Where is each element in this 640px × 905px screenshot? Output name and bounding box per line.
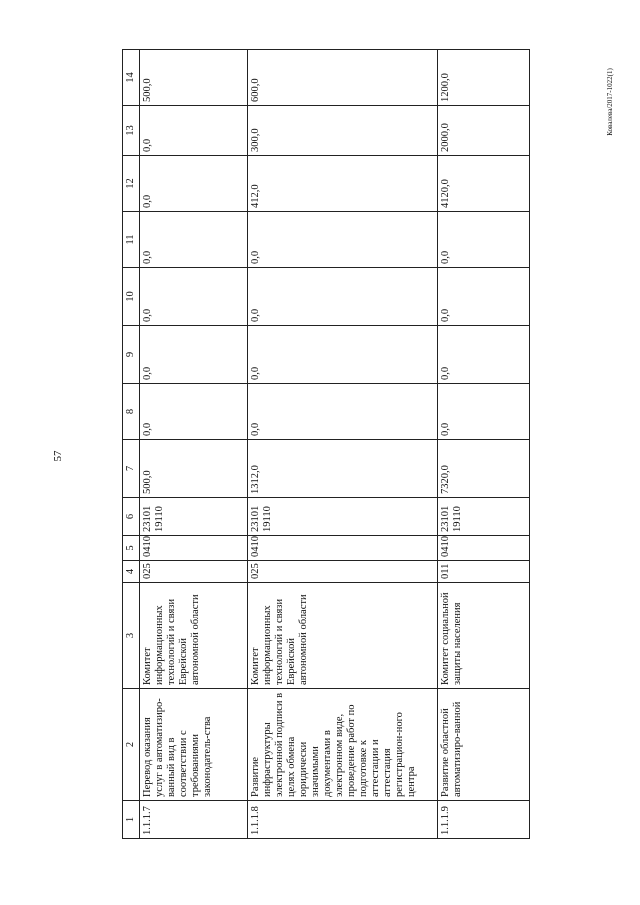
column-header: 7 [123, 440, 140, 498]
cell-c5: 0410 [248, 536, 438, 561]
cell-c13: 0,0 [140, 106, 248, 156]
cell-c4: 025 [248, 561, 438, 583]
cell-c9: 0,0 [248, 326, 438, 384]
cell-c12: 412,0 [248, 156, 438, 212]
cell-c5: 0410 [438, 536, 530, 561]
item-number: 1.1.1.8 [248, 801, 438, 839]
cell-c4: 025 [140, 561, 248, 583]
cell-c6: 23101 19110 [438, 498, 530, 536]
table-row [248, 50, 438, 839]
cell-c7: 1312,0 [248, 440, 438, 498]
activity-name: Развитие областной автоматизиро-ванной [438, 689, 530, 801]
cell-c8: 0,0 [140, 384, 248, 440]
cell-c8: 0,0 [248, 384, 438, 440]
budget-table [122, 49, 530, 839]
cell-c10: 0,0 [438, 268, 530, 326]
column-header: 5 [123, 536, 140, 561]
cell-c6: 23101 19110 [248, 498, 438, 536]
column-header: 9 [123, 326, 140, 384]
item-number: 1.1.1.9 [438, 801, 530, 839]
cell-c9: 0,0 [140, 326, 248, 384]
executor: Комитет социальной защиты населения [438, 583, 530, 689]
cell-c12: 4120,0 [438, 156, 530, 212]
cell-c4: 011 [438, 561, 530, 583]
cell-c11: 0,0 [140, 212, 248, 268]
page-number: 57 [52, 450, 64, 462]
cell-c7: 7320,0 [438, 440, 530, 498]
column-header: 4 [123, 561, 140, 583]
cell-c6: 23101 19110 [140, 498, 248, 536]
cell-c13: 2000,0 [438, 106, 530, 156]
cell-c11: 0,0 [248, 212, 438, 268]
document-code: Ковалева/2017-1022(1) [606, 68, 614, 136]
column-header: 1 [123, 801, 140, 839]
column-header: 8 [123, 384, 140, 440]
column-header: 14 [123, 50, 140, 106]
cell-c8: 0,0 [438, 384, 530, 440]
column-header: 2 [123, 689, 140, 801]
cell-c9: 0,0 [438, 326, 530, 384]
item-number: 1.1.1.7 [140, 801, 248, 839]
cell-c10: 0,0 [140, 268, 248, 326]
column-header: 12 [123, 156, 140, 212]
cell-c14: 1200,0 [438, 50, 530, 106]
column-header: 3 [123, 583, 140, 689]
column-header: 11 [123, 212, 140, 268]
cell-c14: 500,0 [140, 50, 248, 106]
cell-c11: 0,0 [438, 212, 530, 268]
cell-c7: 500,0 [140, 440, 248, 498]
table-row [438, 50, 530, 839]
table-row [140, 50, 248, 839]
activity-name: Развитие инфраструктуры электронной подписи в целях обмена юридически значимыми документами в электронном виде, проведение работ по подготовке к аттестации и аттестация регистрацион-ного центра [248, 689, 438, 801]
cell-c14: 600,0 [248, 50, 438, 106]
cell-c12: 0,0 [140, 156, 248, 212]
executor: Комитет информационных технологий и связи Еврейской автономной области [140, 583, 248, 689]
cell-c10: 0,0 [248, 268, 438, 326]
header-row [123, 50, 140, 839]
executor: Комитет информационных технологий и связи Еврейской автономной области [248, 583, 438, 689]
column-header: 10 [123, 268, 140, 326]
column-header: 13 [123, 106, 140, 156]
column-header: 6 [123, 498, 140, 536]
budget-table-container [122, 72, 530, 839]
cell-c13: 300,0 [248, 106, 438, 156]
activity-name: Перевод оказания услуг в автоматизиро-ванный вид в соответствии с требованиями законодатель-ства [140, 689, 248, 801]
cell-c5: 0410 [140, 536, 248, 561]
